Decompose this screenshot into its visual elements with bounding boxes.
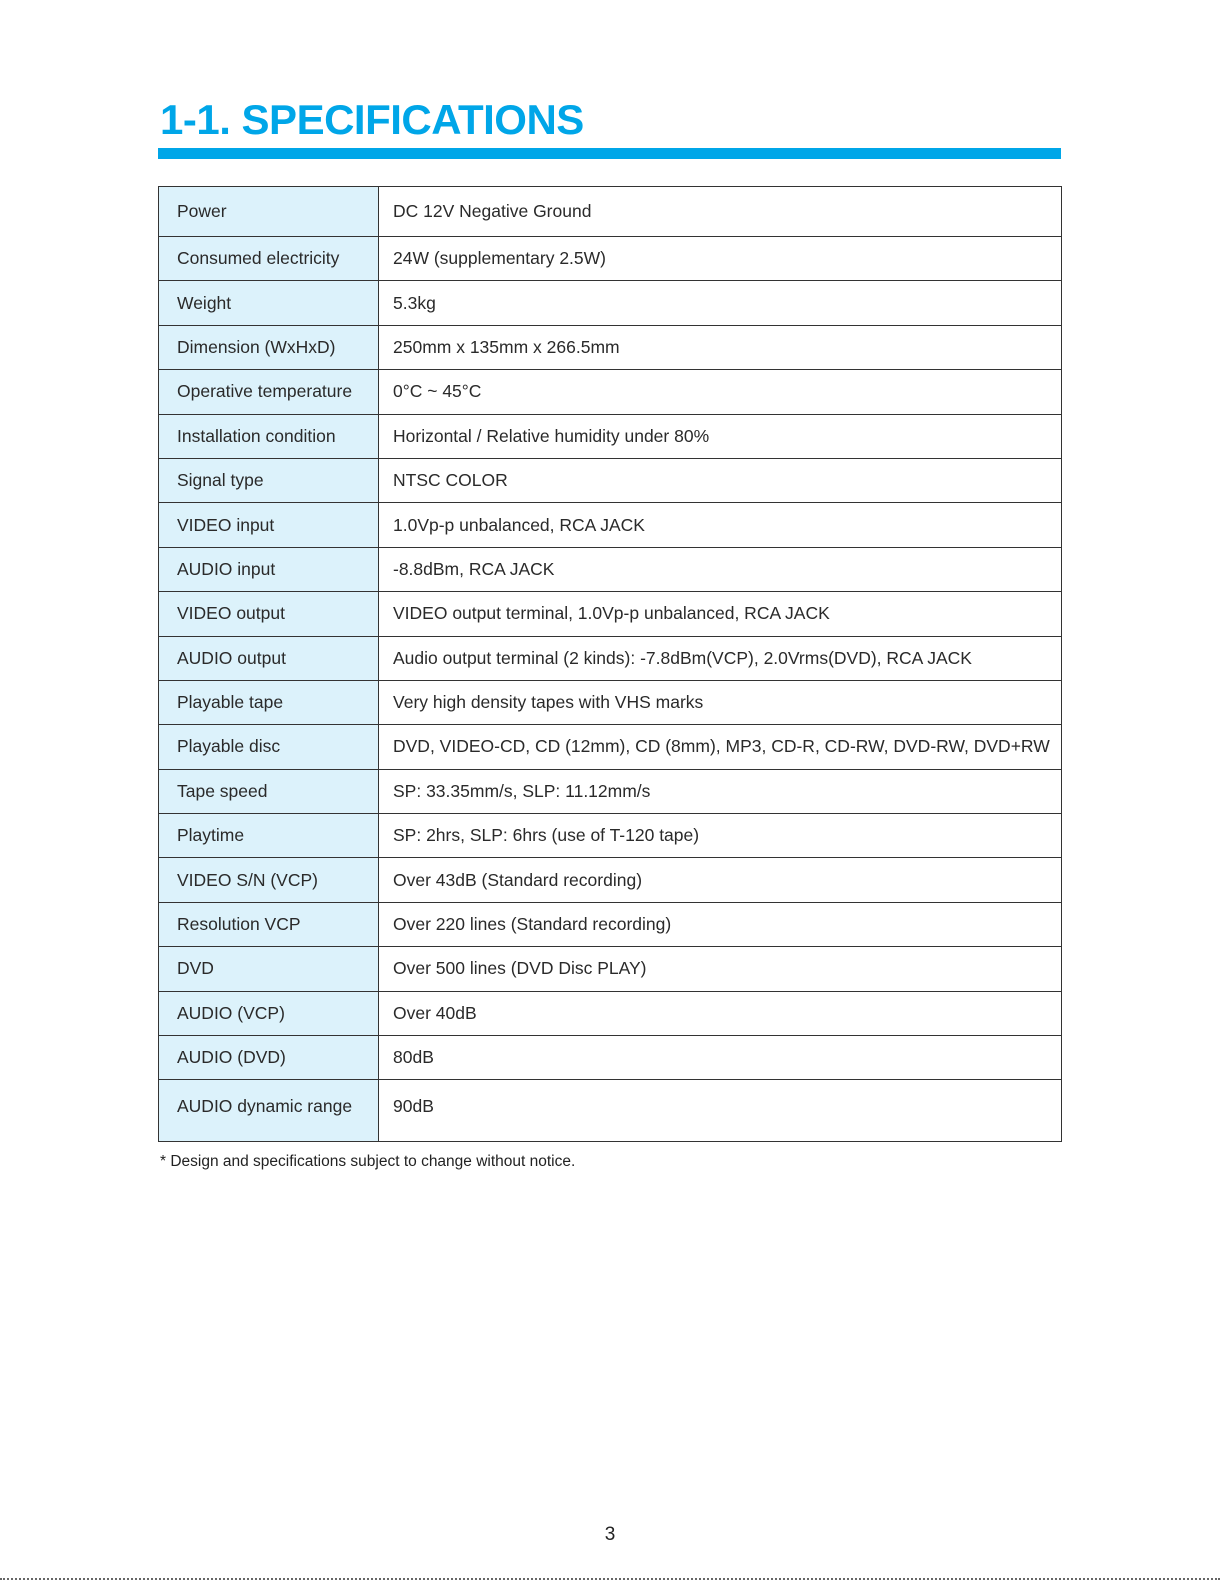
- page-title: 1-1. SPECIFICATIONS: [160, 96, 584, 143]
- spec-row: [159, 547, 1062, 591]
- spec-label: Weight: [159, 281, 379, 325]
- spec-value: DC 12V Negative Ground: [379, 187, 1062, 237]
- spec-row: [159, 503, 1062, 547]
- spec-row: [159, 281, 1062, 325]
- page-bottom-edge: [0, 1578, 1220, 1580]
- spec-row: [159, 680, 1062, 724]
- spec-value: 5.3kg: [379, 281, 1062, 325]
- spec-value: -8.8dBm, RCA JACK: [379, 547, 1062, 591]
- spec-value: Over 500 lines (DVD Disc PLAY): [379, 947, 1062, 991]
- spec-value: DVD, VIDEO-CD, CD (12mm), CD (8mm), MP3, CD-R, CD-RW, DVD-RW, DVD+RW: [379, 725, 1062, 769]
- spec-row: [159, 458, 1062, 502]
- spec-value: 1.0Vp-p unbalanced, RCA JACK: [379, 503, 1062, 547]
- spec-value: Over 220 lines (Standard recording): [379, 902, 1062, 946]
- spec-row: [159, 769, 1062, 813]
- spec-label: VIDEO S/N (VCP): [159, 858, 379, 902]
- spec-value: SP: 2hrs, SLP: 6hrs (use of T-120 tape): [379, 814, 1062, 858]
- spec-row: [159, 237, 1062, 281]
- spec-label: Signal type: [159, 458, 379, 502]
- spec-label: AUDIO (DVD): [159, 1036, 379, 1080]
- spec-label: Consumed electricity: [159, 237, 379, 281]
- spec-value: SP: 33.35mm/s, SLP: 11.12mm/s: [379, 769, 1062, 813]
- spec-label: AUDIO input: [159, 547, 379, 591]
- spec-label: Resolution VCP: [159, 902, 379, 946]
- spec-label: Playtime: [159, 814, 379, 858]
- spec-label: AUDIO output: [159, 636, 379, 680]
- specifications-table-body: [159, 187, 1062, 1142]
- spec-value: Audio output terminal (2 kinds): -7.8dBm(VCP), 2.0Vrms(DVD), RCA JACK: [379, 636, 1062, 680]
- spec-label: Installation condition: [159, 414, 379, 458]
- spec-label: Power: [159, 187, 379, 237]
- spec-label: Playable disc: [159, 725, 379, 769]
- spec-row: [159, 1036, 1062, 1080]
- page-number: 3: [604, 1524, 616, 1545]
- spec-row: [159, 187, 1062, 237]
- spec-row: [159, 1080, 1062, 1142]
- spec-label: VIDEO output: [159, 592, 379, 636]
- spec-value: 24W (supplementary 2.5W): [379, 237, 1062, 281]
- spec-label: Playable tape: [159, 680, 379, 724]
- title-underline-bar: [158, 148, 1061, 159]
- spec-label: AUDIO (VCP): [159, 991, 379, 1035]
- spec-label: Tape speed: [159, 769, 379, 813]
- spec-value: Over 40dB: [379, 991, 1062, 1035]
- spec-row: [159, 325, 1062, 369]
- spec-row: [159, 991, 1062, 1035]
- footnote: * Design and specifications subject to change without notice.: [160, 1153, 576, 1170]
- spec-value: 250mm x 135mm x 266.5mm: [379, 325, 1062, 369]
- spec-row: [159, 858, 1062, 902]
- spec-label: VIDEO input: [159, 503, 379, 547]
- spec-value: 90dB: [393, 1096, 434, 1117]
- spec-row: [159, 636, 1062, 680]
- spec-value: NTSC COLOR: [379, 458, 1062, 502]
- spec-row: [159, 902, 1062, 946]
- spec-row: [159, 814, 1062, 858]
- spec-label: Operative temperature: [159, 370, 379, 414]
- spec-value: VIDEO output terminal, 1.0Vp-p unbalanced, RCA JACK: [379, 592, 1062, 636]
- spec-row: [159, 947, 1062, 991]
- spec-value: 80dB: [379, 1036, 1062, 1080]
- spec-row: [159, 414, 1062, 458]
- spec-label: AUDIO dynamic range: [159, 1080, 379, 1142]
- spec-row: [159, 370, 1062, 414]
- spec-label: Dimension (WxHxD): [159, 325, 379, 369]
- spec-value: Very high density tapes with VHS marks: [379, 680, 1062, 724]
- specifications-table: [158, 186, 1062, 1142]
- spec-row: [159, 592, 1062, 636]
- spec-value: 0°C ~ 45°C: [379, 370, 1062, 414]
- spec-value: Horizontal / Relative humidity under 80%: [379, 414, 1062, 458]
- spec-label: DVD: [159, 947, 379, 991]
- spec-row: [159, 725, 1062, 769]
- spec-value: Over 43dB (Standard recording): [379, 858, 1062, 902]
